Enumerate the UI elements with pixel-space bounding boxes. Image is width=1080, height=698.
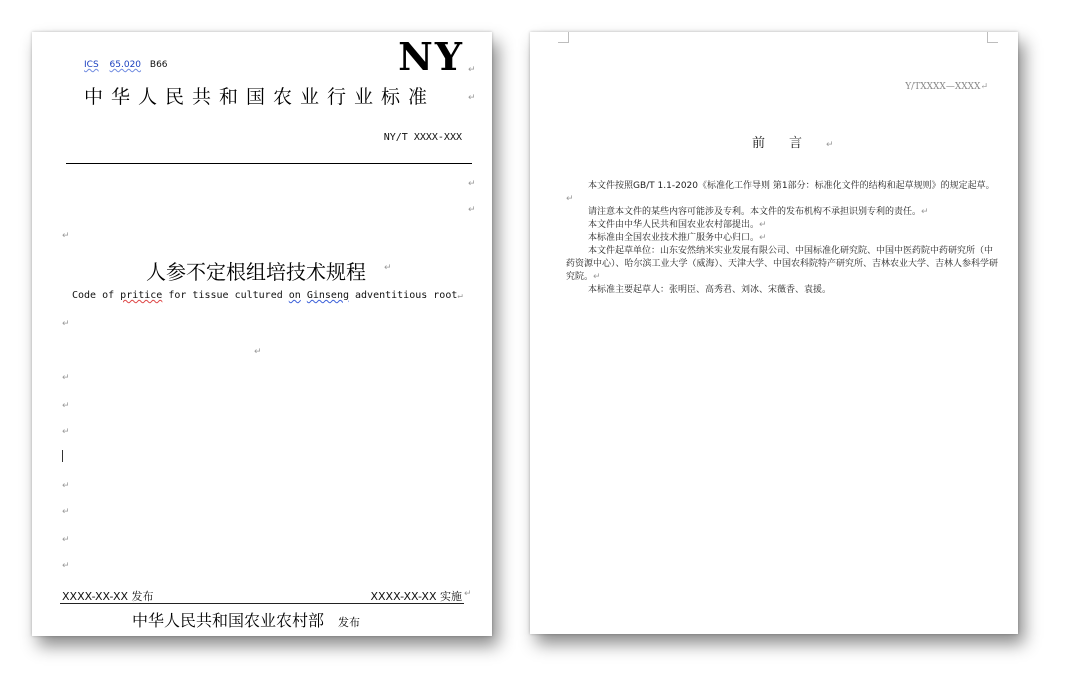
title-en-grammar-word: Ginseng xyxy=(306,290,349,301)
document-title-en xyxy=(72,290,463,301)
standard-name: 中华人民共和国农业行业标准 xyxy=(84,86,436,108)
paragraph-mark-icon: ↵ xyxy=(468,205,476,215)
title-en-grammar-word: on xyxy=(288,290,301,301)
preface-paragraph-text: 请注意本文件的某些内容可能涉及专利。本文件的发布机构不承担识别专利的责任。 xyxy=(588,207,922,217)
paragraph-mark-icon: ↵ xyxy=(62,231,70,241)
paragraph-mark-icon: ↵ xyxy=(759,233,767,243)
margin-corner-mark xyxy=(558,32,569,43)
paragraph-mark-icon: ↵ xyxy=(759,220,767,230)
paragraph-mark-icon: ↵ xyxy=(464,589,472,599)
ny-logo: NY xyxy=(398,34,464,79)
preface-paragraph xyxy=(566,284,998,297)
paragraph-mark-icon: ↵ xyxy=(254,347,262,357)
preface-body xyxy=(566,180,998,297)
paragraph-mark-icon: ↵ xyxy=(593,272,601,282)
preface-heading-text: 前言 xyxy=(752,136,827,151)
paragraph-mark-icon: ↵ xyxy=(457,291,463,301)
preface-paragraph-text: 本文件由中华人民共和国农业农村部提出。 xyxy=(588,220,760,230)
paragraph-mark-icon: ↵ xyxy=(566,194,574,204)
preface-paragraph-text: 本文件按照GB/T 1.1-2020《标准化工作导则 第1部分：标准化文件的结构和起草规则》的规定起草。 xyxy=(588,181,995,191)
paragraph-mark-icon: ↵ xyxy=(468,93,476,103)
preface-paragraph xyxy=(566,219,998,232)
document-title-cn: 人参不定根组培技术规程 xyxy=(146,260,366,284)
ics-classification xyxy=(84,60,168,70)
paragraph-mark-icon: ↵ xyxy=(980,82,988,92)
preface-paragraph xyxy=(566,180,998,206)
preface-paragraph xyxy=(566,232,998,245)
running-header-text: Y/TXXXX—XXXX xyxy=(905,82,981,92)
title-en-part: for tissue cultured xyxy=(162,290,289,301)
issuer-name: 中华人民共和国农业农村部 xyxy=(132,611,325,630)
preface-paragraph xyxy=(566,245,998,284)
date-divider xyxy=(60,603,464,604)
ics-code: 65.020 xyxy=(109,60,142,70)
title-en-part: adventitious root xyxy=(349,290,458,301)
paragraph-mark-icon: ↵ xyxy=(62,319,70,329)
text-cursor xyxy=(62,450,63,462)
release-date: XXXX-XX-XX 发布 xyxy=(62,590,154,603)
implementation-date: XXXX-XX-XX 实施 xyxy=(370,590,462,603)
paragraph-mark-icon: ↵ xyxy=(62,507,70,517)
ccs-code: B66 xyxy=(149,60,168,70)
title-en-misspelled-word: pritice xyxy=(120,290,163,301)
paragraph-mark-icon: ↵ xyxy=(62,373,70,383)
header-divider xyxy=(66,163,472,164)
ics-label: ICS xyxy=(84,60,99,70)
preface-paragraph-text: 本文件起草单位：山东安然纳米实业发展有限公司、中国标准化研究院、中国中医药院中药研究所（中药资源中心）、哈尔滨工业大学（威海）、天津大学、中国农科院特产研究所、吉林农业大学、吉林人参科学研究院。 xyxy=(566,246,999,282)
preface-paragraph-text: 本标准主要起草人：张明臣、高秀君、刘冰、宋薇香、袁援。 xyxy=(588,285,832,295)
issuer-suffix: 发布 xyxy=(338,616,361,629)
running-header xyxy=(905,82,988,92)
paragraph-mark-icon: ↵ xyxy=(62,561,70,571)
paragraph-mark-icon: ↵ xyxy=(468,179,476,189)
paragraph-mark-icon: ↵ xyxy=(921,207,929,217)
paragraph-mark-icon: ↵ xyxy=(826,140,834,150)
preface-page xyxy=(530,32,1018,634)
paragraph-mark-icon: ↵ xyxy=(62,481,70,491)
preface-paragraph-text: 本标准由全国农业技术推广服务中心归口。 xyxy=(588,233,760,243)
title-en-part: Code of xyxy=(72,290,121,301)
paragraph-mark-icon: ↵ xyxy=(62,401,70,411)
preface-heading xyxy=(752,132,834,151)
cover-page xyxy=(32,32,492,636)
issuing-authority xyxy=(132,608,360,631)
preface-paragraph xyxy=(566,206,998,219)
paragraph-mark-icon: ↵ xyxy=(384,263,392,273)
standard-number: NY/T XXXX-XXX xyxy=(383,132,462,143)
paragraph-mark-icon: ↵ xyxy=(62,535,70,545)
margin-corner-mark xyxy=(987,32,998,43)
paragraph-mark-icon: ↵ xyxy=(468,65,476,75)
paragraph-mark-icon: ↵ xyxy=(62,427,70,437)
